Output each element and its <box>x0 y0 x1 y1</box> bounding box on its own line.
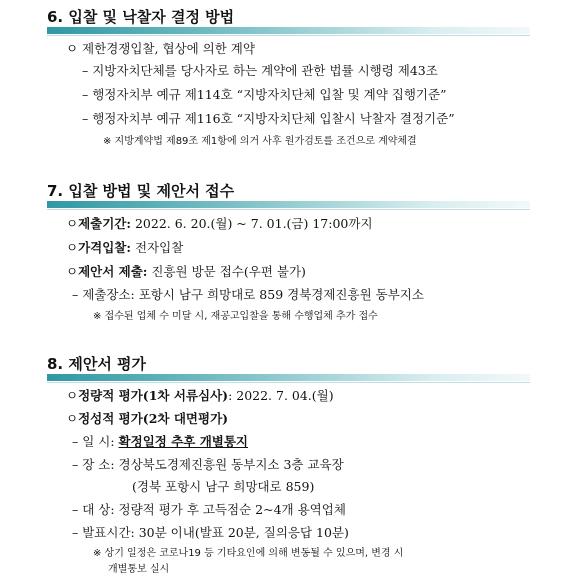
s8-venue-address: (경북 포항시 남구 희망대로 859) <box>132 479 315 494</box>
section-6-divider-shadow <box>47 35 530 36</box>
bullet-mark: ㅇ <box>66 264 79 279</box>
s8-dash-presentation-time: – 발표시간: 30분 이내(발표 20분, 질의응답 10분) <box>72 525 349 540</box>
section-7-divider <box>47 201 530 208</box>
section-6-title: 6. 입찰 및 낙찰자 결정 방법 <box>47 8 235 26</box>
bullet-mark: ㅇ <box>66 216 79 231</box>
s8-note-line-1: ※ 상기 일정은 코로나19 등 기타요인에 의해 변동될 수 있으며, 변경 시 <box>93 548 404 559</box>
s8-bullet-qualitative <box>66 411 228 427</box>
submission-value: 진흥원 방문 접수(우편 불가) <box>147 264 306 279</box>
s8-dash-target: – 대 상: 정량적 평가 후 고득점순 2~4개 용역업체 <box>72 502 346 517</box>
datetime-value: 확정일정 추후 개별통지 <box>118 434 249 449</box>
section-6-divider <box>47 27 530 34</box>
deadline-value: 2022. 6. 20.(월) ~ 7. 01.(금) 17:00까지 <box>131 216 373 231</box>
s8-dash-datetime <box>72 434 248 450</box>
bullet-mark: ㅇ <box>66 411 79 426</box>
s6-dash-1: – 지방자치단체를 당사자로 하는 계약에 관한 법률 시행령 제43조 <box>82 63 438 78</box>
datetime-prefix: – 일 시: <box>72 434 119 449</box>
bullet-mark: ㅇ <box>66 388 79 403</box>
section-7-title: 7. 입찰 방법 및 제안서 접수 <box>47 182 235 200</box>
section-8-divider <box>47 374 530 381</box>
section-8-divider-shadow <box>47 382 530 383</box>
s8-bullet-quantitative <box>66 388 334 404</box>
quantitative-value: : 2022. 7. 04.(월) <box>228 388 334 403</box>
section-8-title: 8. 제안서 평가 <box>47 355 147 373</box>
price-bid-value: 전자입찰 <box>131 240 184 255</box>
bullet-mark: ㅇ <box>66 240 79 255</box>
s6-dash-3: – 행정자치부 예규 제116호 “지방자치단체 입찰시 낙찰자 결정기준” <box>82 111 455 126</box>
s7-bullet-submission <box>66 264 306 280</box>
s6-bullet-1: ㅇ 제한경쟁입찰, 협상에 의한 계약 <box>66 41 255 56</box>
deadline-label: 제출기간: <box>78 216 131 231</box>
s6-note: ※ 지방계약법 제89조 제1항에 의거 사후 원가검토를 조건으로 계약체결 <box>103 136 417 147</box>
quantitative-label: 정량적 평가(1차 서류심사) <box>78 388 229 403</box>
qualitative-label: 정성적 평가(2차 대면평가) <box>78 411 229 426</box>
s7-bullet-deadline <box>66 216 373 232</box>
submission-label: 제안서 제출: <box>78 264 148 279</box>
s8-dash-venue: – 장 소: 경상북도경제진흥원 동부지소 3층 교육장 <box>72 457 344 472</box>
s7-dash-location: – 제출장소: 포항시 남구 희망대로 859 경북경제진흥원 동부지소 <box>72 287 424 302</box>
s7-bullet-price-bid <box>66 240 183 256</box>
s6-dash-2: – 행정자치부 예규 제114호 “지방자치단체 입찰 및 계약 집행기준” <box>82 87 447 102</box>
s7-note: ※ 접수된 업체 수 미달 시, 재공고입찰을 통해 수행업체 추가 접수 <box>93 311 378 322</box>
section-7-divider-shadow <box>47 209 530 210</box>
price-bid-label: 가격입찰: <box>78 240 131 255</box>
s8-note-line-2: 개별통보 실시 <box>108 564 170 575</box>
